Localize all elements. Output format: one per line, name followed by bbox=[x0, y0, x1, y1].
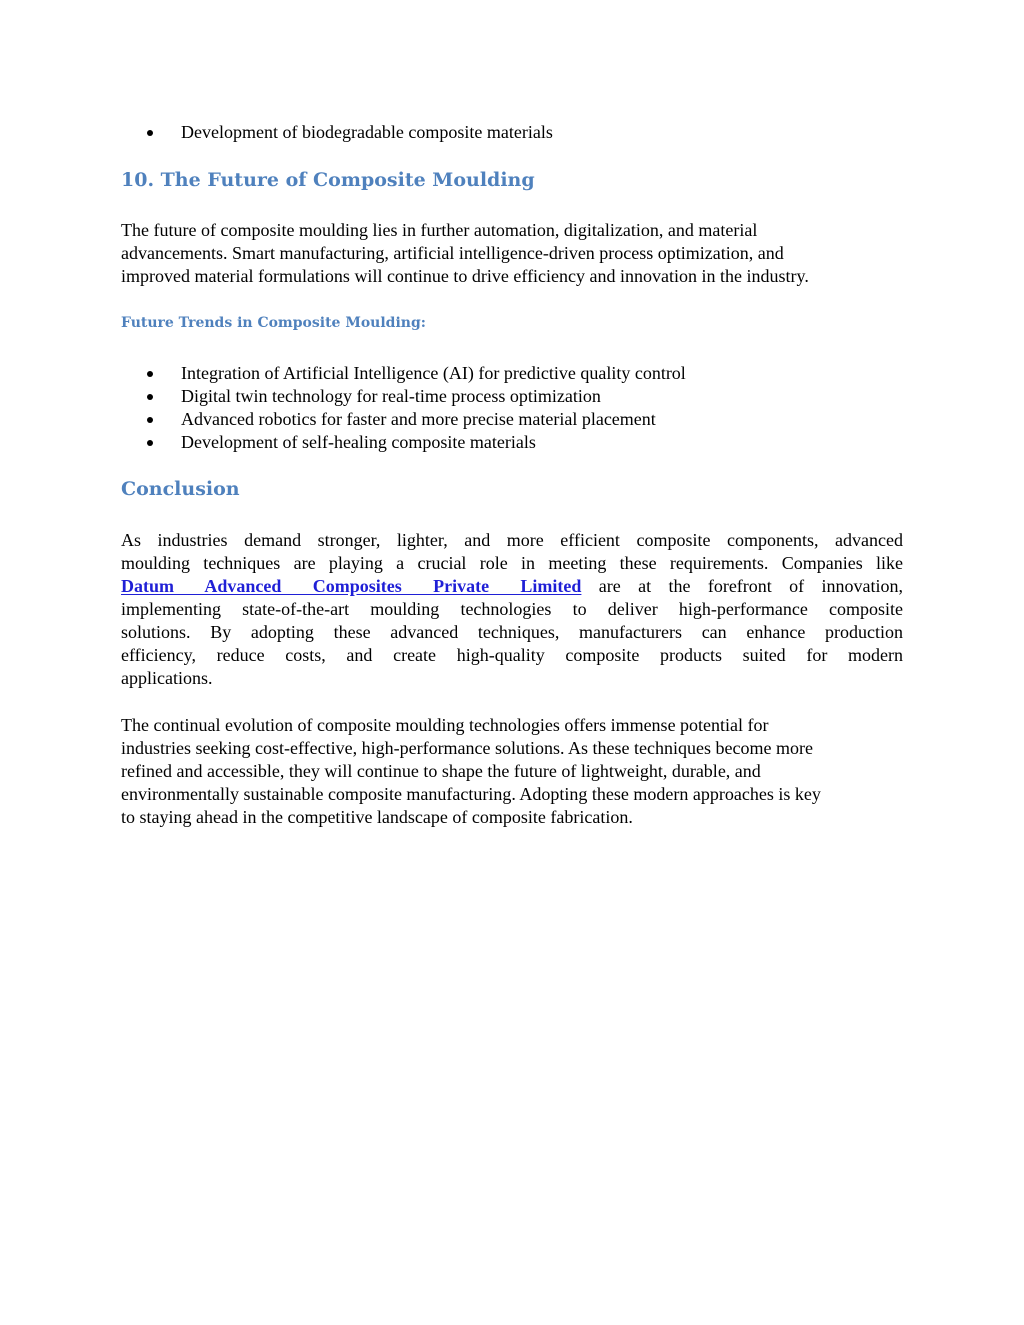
paragraph-line: environmentally sustainable composite manufacturing. Adopting these modern approaches is key bbox=[121, 784, 821, 804]
paragraph-line: The continual evolution of composite moulding technologies offers immense potential for bbox=[121, 715, 769, 735]
list-item-text: Integration of Artificial Intelligence (AI) for predictive quality control bbox=[181, 363, 686, 383]
list-item-text: Development of self-healing composite materials bbox=[181, 432, 536, 452]
section-heading-conclusion: Conclusion bbox=[121, 478, 240, 500]
list-item-text: Advanced robotics for faster and more precise material placement bbox=[181, 409, 656, 429]
future-trends-list bbox=[121, 362, 903, 454]
paragraph-line: solutions. By adopting these advanced techniques, manufacturers can enhance production bbox=[121, 622, 903, 642]
paragraph-line: improved material formulations will continue to drive efficiency and innovation in the industry. bbox=[121, 266, 809, 286]
biodegradable-bullet-list bbox=[121, 121, 903, 144]
list-item bbox=[121, 362, 903, 385]
paragraph-line: refined and accessible, they will continue to shape the future of lightweight, durable, and bbox=[121, 761, 761, 781]
list-item-text: Development of biodegradable composite materials bbox=[181, 122, 553, 142]
paragraph-text: are at the forefront of innovation, bbox=[598, 576, 904, 596]
conclusion-paragraph-1 bbox=[121, 529, 903, 690]
bullet-icon bbox=[147, 371, 153, 377]
bullet-icon bbox=[147, 417, 153, 423]
subheading-future-trends: Future Trends in Composite Moulding: bbox=[121, 315, 426, 331]
paragraph-line: As industries demand stronger, lighter, and more efficient composite components, advanced bbox=[121, 530, 903, 550]
future-paragraph bbox=[121, 219, 903, 288]
paragraph-line: The future of composite moulding lies in further automation, digitalization, and material bbox=[121, 220, 758, 240]
conclusion-paragraph-2 bbox=[121, 714, 903, 829]
paragraph-line: applications. bbox=[121, 668, 213, 688]
bullet-icon bbox=[147, 440, 153, 446]
paragraph-line: efficiency, reduce costs, and create high-quality composite products suited for modern bbox=[121, 645, 903, 665]
paragraph-line-with-link bbox=[121, 575, 903, 598]
bullet-icon bbox=[147, 130, 153, 136]
list-item bbox=[121, 121, 903, 144]
paragraph-line: implementing state-of-the-art moulding technologies to deliver high-performance composite bbox=[121, 599, 903, 619]
paragraph-line: industries seeking cost-effective, high-performance solutions. As these techniques become more bbox=[121, 738, 813, 758]
section-heading-future: 10. The Future of Composite Moulding bbox=[121, 169, 535, 191]
paragraph-line: advancements. Smart manufacturing, artificial intelligence-driven process optimization, and bbox=[121, 243, 784, 263]
list-item bbox=[121, 408, 903, 431]
list-item bbox=[121, 385, 903, 408]
bullet-icon bbox=[147, 394, 153, 400]
list-item bbox=[121, 431, 903, 454]
company-link[interactable]: Datum Advanced Composites Private Limited bbox=[121, 576, 582, 596]
list-item-text: Digital twin technology for real-time process optimization bbox=[181, 386, 601, 406]
paragraph-line: moulding techniques are playing a crucial role in meeting these requirements. Companies like bbox=[121, 553, 903, 573]
paragraph-line: to staying ahead in the competitive landscape of composite fabrication. bbox=[121, 807, 633, 827]
